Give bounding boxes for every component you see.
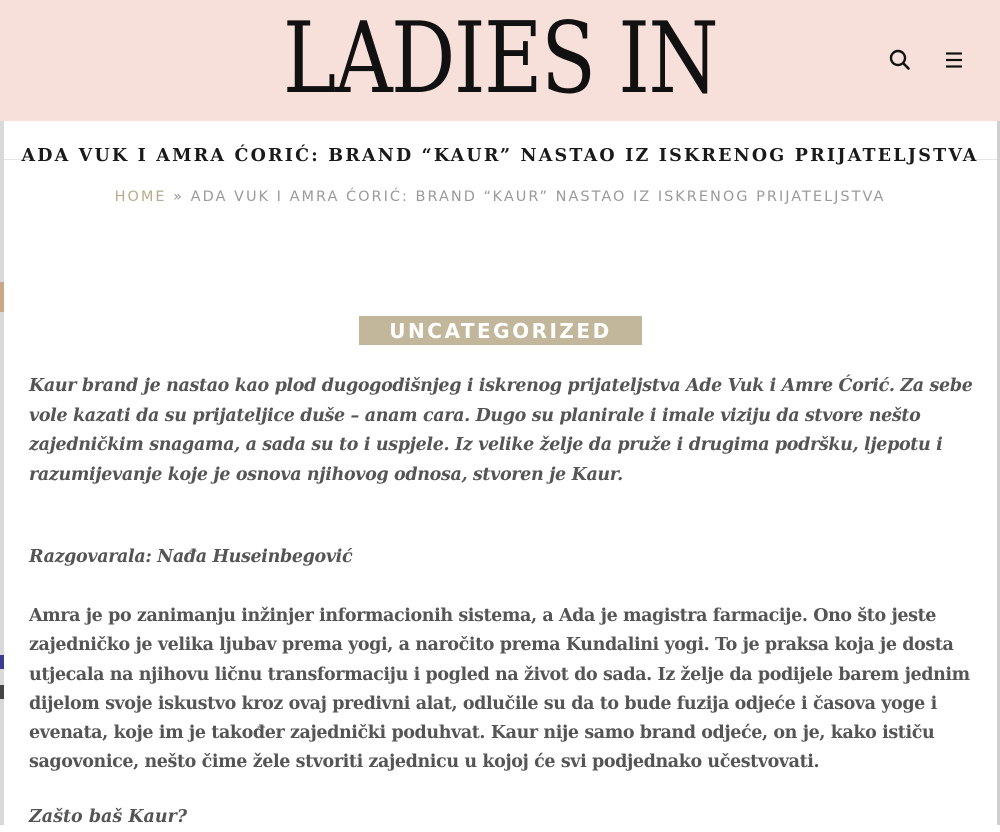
breadcrumb-current: ADA VUK I AMRA ĆORIĆ: BRAND “KAUR” NASTAO IZ ISKRENOG PRIJATELJSTVA [190, 189, 886, 205]
breadcrumb [0, 189, 1000, 205]
site-logo[interactable]: LADIES IN [282, 2, 718, 116]
article-lead: Kaur brand je nastao kao plod dugogodišnjeg i iskrenog prijateljstva Ade Vuk i Amre Ćorić. Za sebe vole kazati da su prijateljice duše – anam cara. Dugo su planirale i imale viziju da stvore nešto zajedničkim snagama, a sada su to i uspjele. Iz velike želje da pruže i drugima podršku, ljepotu i razumijevanje koje je osnova njihovog odnosa, stvoren je Kaur. [29, 376, 973, 485]
breadcrumb-home-link[interactable]: HOME [114, 189, 167, 205]
article-paragraph: Amra je po zanimanju inžinjer informacionih sistema, a Ada je magistra farmacije. Ono što jeste zajedničko je velika ljubav prema yogi, a naročito prema Kundalini yogi. To je praksa koja je dosta utjecala na njihovu ličnu transformaciju i pogled na život do sada. Iz želje da podijele barem jednim dijelom svoje iskustvo kroz ovaj predivni alat, odlučile su da to bude fuzija odjeće i časova yoge i evenata, koje im je također zajednički poduhvat. Kaur nije samo brand odjeće, on je, kako ističu sagovonice, nešto čime žele stvoriti zajednicu u kojoj će svi podjednako učestvovati. [29, 606, 970, 773]
article-byline: Razgovarala: Nađa Huseinbegović [29, 547, 353, 567]
site-header [0, 0, 1000, 121]
breadcrumb-separator: » [166, 189, 191, 205]
article-body [29, 372, 974, 832]
article-subheading: Zašto baš Kaur? [29, 806, 188, 827]
hamburger-menu-icon [938, 44, 970, 76]
post-title: ADA VUK I AMRA ĆORIĆ: BRAND “KAUR” NASTAO IZ ISKRENOG PRIJATELJSTVA [21, 146, 979, 166]
left-edge-fragments [0, 0, 4, 825]
menu-button[interactable] [938, 44, 970, 76]
category-badge[interactable]: UNCATEGORIZED [359, 316, 642, 345]
search-icon [884, 44, 916, 76]
search-button[interactable] [884, 44, 916, 76]
